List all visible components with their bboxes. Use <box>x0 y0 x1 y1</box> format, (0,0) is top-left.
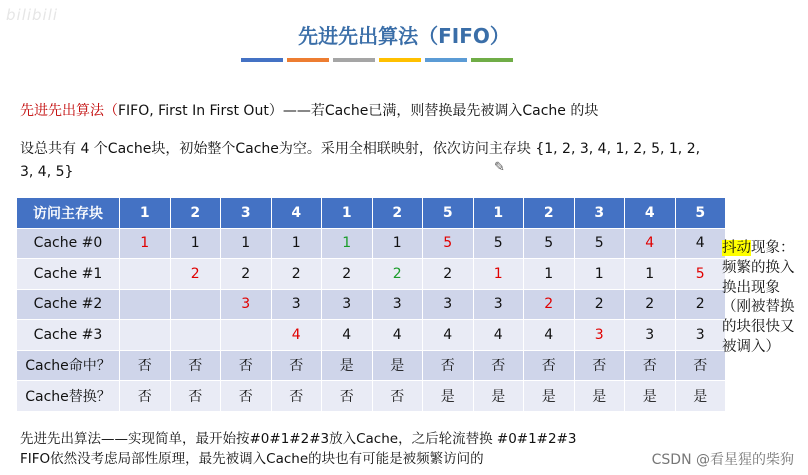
hit-row <box>17 350 726 381</box>
cache-cell: 1 <box>221 228 272 259</box>
cache-cell: 1 <box>322 228 373 259</box>
title-bar-segment <box>333 58 375 62</box>
cache-cell: 2 <box>221 259 272 290</box>
table-row <box>17 320 726 351</box>
hit-row-cell: 否 <box>675 350 726 381</box>
title-bar-segment <box>241 58 283 62</box>
bottom-note-2: FIFO依然没考虑局部性原理，最先被调入Cache的块也有可能是被频繁访问的 <box>20 451 484 467</box>
access-cell: 2 <box>170 198 221 228</box>
cache-row-label: Cache #3 <box>17 320 120 351</box>
side-note-text: 现象：频繁的换入换出现象（刚被替换的块很快又被调入） <box>722 240 795 355</box>
title-color-bar <box>241 58 513 62</box>
definition-bold-text: FIFO, First In First Out <box>118 103 269 119</box>
cache-cell: 4 <box>423 320 474 351</box>
cache-cell <box>170 289 221 320</box>
cache-cell <box>120 259 171 290</box>
cache-cell: 4 <box>625 228 676 259</box>
replace-row-cell: 是 <box>574 381 625 412</box>
cache-cell <box>221 320 272 351</box>
side-note <box>722 239 798 358</box>
cache-cell <box>120 320 171 351</box>
access-cell: 1 <box>120 198 171 228</box>
title-bar-segment <box>379 58 421 62</box>
replace-row-cell: 否 <box>322 381 373 412</box>
access-cell: 4 <box>625 198 676 228</box>
access-cell: 2 <box>372 198 423 228</box>
definition-rest-text: ）——若Cache已满，则替换最先被调入Cache 的块 <box>268 103 599 119</box>
cache-cell: 1 <box>170 228 221 259</box>
hit-row-cell: 否 <box>170 350 221 381</box>
cache-cell: 1 <box>524 259 575 290</box>
cache-row-label: Cache #2 <box>17 289 120 320</box>
cache-cell: 3 <box>423 289 474 320</box>
replace-row-cell: 是 <box>473 381 524 412</box>
side-note-highlight: 抖动 <box>722 240 751 256</box>
cache-cell: 2 <box>322 259 373 290</box>
fifo-definition <box>20 100 598 120</box>
cache-cell: 2 <box>524 289 575 320</box>
cache-cell: 5 <box>574 228 625 259</box>
table-header-row <box>17 198 726 228</box>
cache-cell: 1 <box>473 259 524 290</box>
cache-cell: 1 <box>625 259 676 290</box>
cache-cell: 2 <box>675 289 726 320</box>
cache-cell: 5 <box>524 228 575 259</box>
cache-cell: 1 <box>271 228 322 259</box>
hit-row-cell: 是 <box>372 350 423 381</box>
title-bar-segment <box>471 58 513 62</box>
cache-cell: 4 <box>271 320 322 351</box>
replace-row-cell: 是 <box>625 381 676 412</box>
definition-red-text: 先进先出算法（ <box>20 103 118 119</box>
access-cell: 5 <box>423 198 474 228</box>
title-bar-segment <box>287 58 329 62</box>
cache-cell: 2 <box>372 259 423 290</box>
cache-cell: 2 <box>271 259 322 290</box>
hit-row-cell: 是 <box>322 350 373 381</box>
replace-row-cell: 否 <box>221 381 272 412</box>
header-label: 访问主存块 <box>17 198 120 228</box>
page-title: 先进先出算法（FIFO） <box>298 24 510 48</box>
cache-cell: 2 <box>625 289 676 320</box>
access-cell: 1 <box>322 198 373 228</box>
bottom-note-1: 先进先出算法——实现简单，最开始按#0#1#2#3放入Cache，之后轮流替换 #0#1#2#3 <box>20 431 577 447</box>
csdn-watermark: CSDN @看星猩的柴狗 <box>651 452 794 468</box>
table-row <box>17 259 726 290</box>
hit-row-cell: 否 <box>423 350 474 381</box>
access-cell: 5 <box>675 198 726 228</box>
cache-cell: 3 <box>221 289 272 320</box>
table-row <box>17 289 726 320</box>
access-cell: 4 <box>271 198 322 228</box>
hit-row-cell: 否 <box>524 350 575 381</box>
cache-cell: 3 <box>675 320 726 351</box>
access-cell: 2 <box>524 198 575 228</box>
cache-cell <box>120 289 171 320</box>
hit-row-cell: 否 <box>473 350 524 381</box>
replace-row-cell: 是 <box>675 381 726 412</box>
cache-cell: 4 <box>473 320 524 351</box>
cache-row-label: Cache #1 <box>17 259 120 290</box>
table-row <box>17 228 726 259</box>
cache-cell: 4 <box>675 228 726 259</box>
cache-cell: 3 <box>372 289 423 320</box>
cache-row-label: Cache #0 <box>17 228 120 259</box>
cache-cell: 3 <box>473 289 524 320</box>
replace-row-cell: 否 <box>271 381 322 412</box>
fifo-table <box>17 198 726 412</box>
pencil-icon: ✎ <box>494 160 505 175</box>
cache-cell: 5 <box>675 259 726 290</box>
replace-row-cell: 否 <box>170 381 221 412</box>
hit-row-cell: 否 <box>574 350 625 381</box>
replace-row <box>17 381 726 412</box>
replace-row-cell: 是 <box>524 381 575 412</box>
hit-row-cell: 否 <box>625 350 676 381</box>
access-cell: 3 <box>221 198 272 228</box>
bilibili-watermark: bilibili <box>6 6 59 24</box>
cache-cell: 4 <box>524 320 575 351</box>
cache-cell: 2 <box>574 289 625 320</box>
cache-cell: 3 <box>322 289 373 320</box>
cache-cell <box>170 320 221 351</box>
cache-cell: 2 <box>170 259 221 290</box>
access-cell: 3 <box>574 198 625 228</box>
access-cell: 1 <box>473 198 524 228</box>
replace-row-cell: 是 <box>423 381 474 412</box>
cache-cell: 5 <box>473 228 524 259</box>
title-bar-segment <box>425 58 467 62</box>
cache-cell: 4 <box>322 320 373 351</box>
cache-cell: 3 <box>574 320 625 351</box>
hit-row-cell: 否 <box>221 350 272 381</box>
hit-row-cell: 否 <box>120 350 171 381</box>
cache-cell: 5 <box>423 228 474 259</box>
cache-cell: 1 <box>120 228 171 259</box>
cache-cell: 3 <box>625 320 676 351</box>
hit-row-label: Cache命中？ <box>17 350 120 381</box>
cache-cell: 2 <box>423 259 474 290</box>
replace-row-cell: 否 <box>120 381 171 412</box>
replace-row-cell: 否 <box>372 381 423 412</box>
cache-cell: 1 <box>574 259 625 290</box>
cache-cell: 3 <box>271 289 322 320</box>
cache-cell: 4 <box>372 320 423 351</box>
cache-cell: 1 <box>372 228 423 259</box>
hit-row-cell: 否 <box>271 350 322 381</box>
setup-text: 设总共有 4 个Cache块，初始整个Cache为空。采用全相联映射，依次访问主存块 {1, 2, 3, 4, 1, 2, 5, 1, 2, 3, 4, 5} <box>20 141 701 180</box>
replace-row-label: Cache替换？ <box>17 381 120 412</box>
